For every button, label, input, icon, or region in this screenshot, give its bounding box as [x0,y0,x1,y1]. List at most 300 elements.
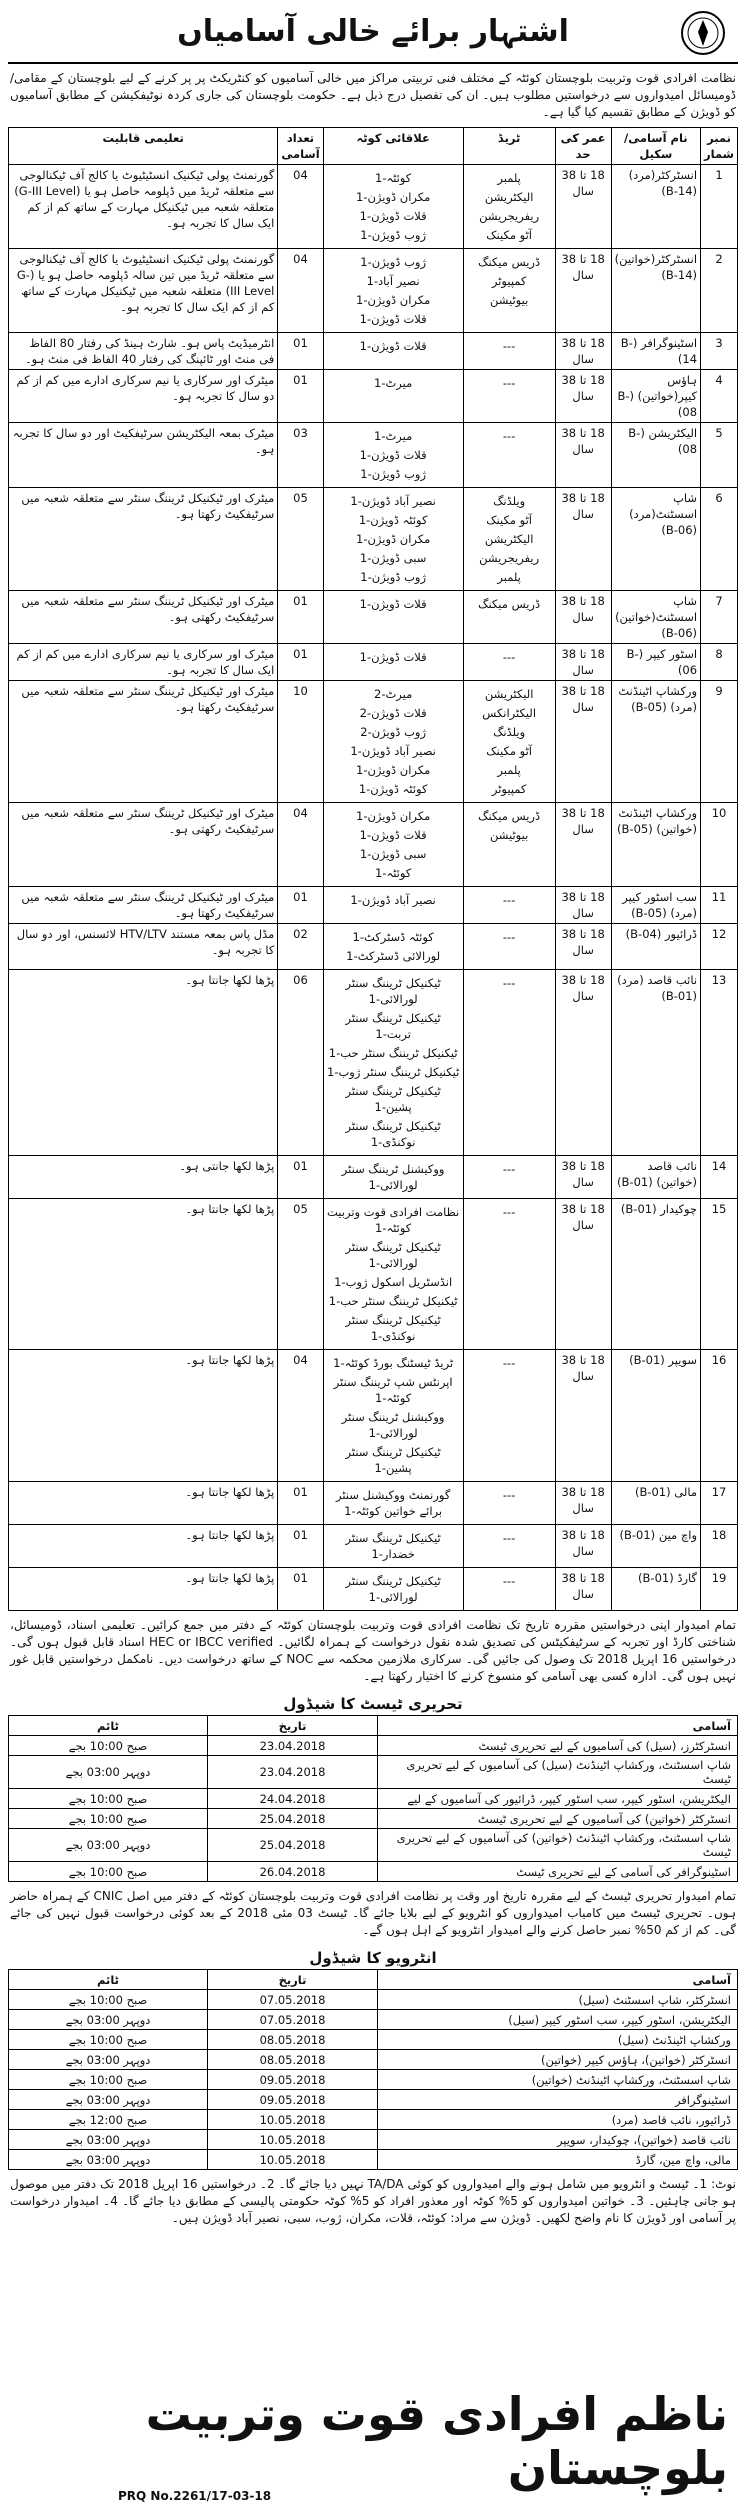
row-no: 16 [701,1350,738,1482]
trade-item: --- [502,376,516,390]
row-count: 04 [278,165,323,249]
schedule-time: دوپہر 03:00 بجے [9,2010,208,2030]
trade-item: ڈریس میکنگ [478,255,541,269]
row-count: 01 [278,1482,323,1525]
schedule-post: انسٹرکٹر (خواتین)، ہاؤس کیپر (خواتین) [378,2050,738,2070]
trade-item: ڈریس میکنگ [478,809,541,823]
trade-item: بیوٹیشن [489,293,529,307]
written_test-row [9,1809,738,1829]
row-post: انسٹرکٹر(مرد) (B-14) [611,165,700,249]
row-trade [463,887,555,924]
row-no: 10 [701,803,738,887]
interview-header-post: آسامی [378,1970,738,1990]
schedule-date: 10.05.2018 [208,2110,378,2130]
interview-row [9,2130,738,2150]
schedule-post: شاپ اسسٹنٹ، ورکشاپ اٹینڈنٹ (سیل) کی آسامیوں کے لیے تحریری ٹیسٹ [378,1756,738,1789]
row-age: 18 تا 38 سال [555,924,611,970]
table-row [9,681,738,803]
trade-item: --- [502,1205,516,1219]
district-item: قلات ڈویژن-1 [359,650,427,664]
district-item: ٹیکنیکل ٹریننگ سنٹر خضدار-1 [345,1531,441,1561]
schedule-post: انسٹرکٹرز، (سیل) کی آسامیوں کے لیے تحریری ٹیسٹ [378,1736,738,1756]
row-count: 04 [278,249,323,333]
district-item: نصیر آباد-1 [366,274,420,288]
interview-header-time: ٹائم [9,1970,208,1990]
row-count: 02 [278,924,323,970]
district-item: قلات ڈویژن-1 [359,828,427,842]
row-count: 01 [278,887,323,924]
schedule-post: شاپ اسسٹنٹ، ورکشاپ اٹینڈنٹ (خواتین) [378,2070,738,2090]
table-row [9,1350,738,1482]
schedule-time: دوپہر 03:00 بجے [9,2090,208,2110]
district-item: نصیر آباد ڈویژن-1 [350,893,436,907]
schedule-post: انسٹرکٹر (خواتین) کی آسامیوں کے لیے تحریری ٹیسٹ [378,1809,738,1829]
table-row [9,644,738,681]
district-item: مکران ڈویژن-1 [355,809,431,823]
row-qualification: انٹرمیڈیٹ پاس ہو۔ شارٹ ہینڈ کی رفتار 80 الفاظ فی منٹ اور ٹائپنگ کی رفتار 40 الفاظ فی منٹ ہو۔ [9,333,278,370]
row-no: 6 [701,488,738,591]
table-row [9,1525,738,1568]
district-item: ٹیکنیکل ٹریننگ سنٹر لورالائی-1 [345,1240,441,1270]
row-no: 2 [701,249,738,333]
row-qualification: پڑھا لکھا جانتا ہو۔ [9,1525,278,1568]
district-item: ژوب ڈویژن-1 [360,255,426,269]
district-item: قلات ڈویژن-1 [359,339,427,353]
row-qualification: میٹرک اور سرکاری یا نیم سرکاری ادارے میں کم از کم ایک سال کا تجربہ ہو۔ [9,644,278,681]
row-trade [463,803,555,887]
row-count: 03 [278,423,323,488]
interview-row [9,2050,738,2070]
vacancy-table-body [9,165,738,1611]
row-age: 18 تا 38 سال [555,1525,611,1568]
row-qualification: پڑھا لکھا جانتی ہو۔ [9,1156,278,1199]
row-no: 14 [701,1156,738,1199]
row-qualification: گورنمنٹ پولی ٹیکنیک انسٹیٹیوٹ یا کالج آف ٹیکنالوجی سے متعلقہ ٹریڈ میں ڈپلومہ حاصل ہو یا (G-III Level) متعلقہ شعبہ میں ٹیکنیکل مہارت کے ساتھ کم از کم ایک سال کا تجربہ ہو۔ [9,165,278,249]
district-item: میرٹ-2 [374,687,413,701]
interview-row [9,2070,738,2090]
schedule-date: 26.04.2018 [208,1862,378,1882]
trade-item: ریفریجریشن [479,209,540,223]
row-count: 06 [278,970,323,1156]
schedule-date: 10.05.2018 [208,2150,378,2170]
row-district [323,423,463,488]
district-item: ٹیکنیکل ٹریننگ سنٹر نوکنڈی-1 [345,1313,441,1343]
district-item: کوئٹہ-1 [374,866,412,880]
table-row [9,1482,738,1525]
row-trade [463,1525,555,1568]
written_test-row [9,1789,738,1809]
district-item: سبی ڈویژن-1 [359,551,427,565]
district-item: انڈسٹریل اسکول ژوب-1 [334,1275,453,1289]
trade-item: الیکٹریشن [484,687,534,701]
header [8,6,738,64]
schedule-time: صبح 12:00 بجے [9,2110,208,2130]
header-post: نام آسامی/سکیل [611,128,700,165]
row-post: اسٹینوگرافر (B-14) [611,333,700,370]
schedule-date: 23.04.2018 [208,1736,378,1756]
header-age: عمر کی حد [555,128,611,165]
row-no: 12 [701,924,738,970]
schedule-date: 07.05.2018 [208,1990,378,2010]
schedule-time: صبح 10:00 بجے [9,1789,208,1809]
row-district [323,924,463,970]
row-district [323,970,463,1156]
row-qualification: مڈل پاس بمعہ مستند HTV/LTV لائسنس، اور دو سال کا تجربہ ہو۔ [9,924,278,970]
schedule-date: 25.04.2018 [208,1809,378,1829]
row-no: 4 [701,370,738,423]
interview-title: انٹرویو کا شیڈول [309,1949,437,1967]
row-qualification: میٹرک اور سرکاری یا نیم سرکاری ادارے میں کم از کم دو سال کا تجربہ ہو۔ [9,370,278,423]
trade-item: آٹو مکینک [486,228,533,242]
trade-item: --- [502,1488,516,1502]
row-post: شاپ اسسٹنٹ(خواتین) (B-06) [611,591,700,644]
row-qualification: میٹرک اور ٹیکنیکل ٹریننگ سنٹر سے متعلقہ شعبہ میں سرٹیفکیٹ رکھتا ہو۔ [9,681,278,803]
district-item: قلات ڈویژن-1 [359,312,427,326]
trade-item: ریفریجریشن [479,551,540,565]
row-trade [463,1568,555,1611]
trade-item: --- [502,650,516,664]
row-district [323,333,463,370]
row-post: واچ مین (B-01) [611,1525,700,1568]
row-district [323,1525,463,1568]
row-age: 18 تا 38 سال [555,1350,611,1482]
schedule-post: نائب قاصد (خواتین)، چوکیدار، سویپر [378,2130,738,2150]
row-qualification: پڑھا لکھا جانتا ہو۔ [9,1482,278,1525]
trade-item: --- [502,1162,516,1176]
schedule-date: 07.05.2018 [208,2010,378,2030]
district-item: لورالائی ڈسٹرکٹ-1 [346,949,441,963]
district-item: ژوب ڈویژن-2 [360,725,426,739]
trade-item: کمپیوٹر [491,274,527,288]
header-district: علاقائی کوٹہ [323,128,463,165]
district-item: ژوب ڈویژن-1 [360,570,426,584]
district-item: ژوب ڈویژن-1 [360,467,426,481]
row-no: 15 [701,1199,738,1350]
row-age: 18 تا 38 سال [555,887,611,924]
district-item: کوئٹہ-1 [374,171,412,185]
district-item: ٹیکنیکل ٹریننگ سنٹر حب-1 [328,1294,458,1308]
written_test-row [9,1756,738,1789]
trade-item: کمپیوٹر [491,782,527,796]
row-count: 01 [278,644,323,681]
district-item: سبی ڈویژن-1 [359,847,427,861]
written-test-title: تحریری ٹیسٹ کا شیڈول [283,1695,463,1713]
row-district [323,644,463,681]
row-age: 18 تا 38 سال [555,370,611,423]
row-district [323,370,463,423]
district-item: ٹیکنیکل ٹریننگ سنٹر پشین-1 [345,1084,441,1114]
district-item: میرٹ-1 [374,429,413,443]
row-age: 18 تا 38 سال [555,1568,611,1611]
row-age: 18 تا 38 سال [555,333,611,370]
row-trade [463,1350,555,1482]
schedule-post: انسٹرکٹر، شاپ اسسٹنٹ (سیل) [378,1990,738,2010]
header-trade: ٹریڈ [463,128,555,165]
trade-item: --- [502,339,516,353]
row-trade [463,591,555,644]
trade-item: ڈریس میکنگ [478,597,541,611]
schedule-time: دوپہر 03:00 بجے [9,2150,208,2170]
row-district [323,165,463,249]
row-age: 18 تا 38 سال [555,1156,611,1199]
row-qualification: میٹرک اور ٹیکنیکل ٹریننگ سنٹر سے متعلقہ شعبہ میں سرٹیفکیٹ رکھتا ہو۔ [9,887,278,924]
row-trade [463,165,555,249]
district-item: ٹیکنیکل ٹریننگ سنٹر ژوب-1 [326,1065,460,1079]
row-trade [463,488,555,591]
interview-table [8,1969,738,2170]
district-item: کوئٹہ ڈویژن-1 [358,782,428,796]
district-item: نظامت افرادی قوت وتربیت کوئٹہ-1 [327,1205,460,1235]
row-qualification: میٹرک اور ٹیکنیکل ٹریننگ سنٹر سے متعلقہ شعبہ میں سرٹیفکیٹ رکھتی ہو۔ [9,591,278,644]
intro-paragraph: نظامت افرادی قوت وتربیت بلوچستان کوئٹہ کے مختلف فنی تربیتی مراکز میں خالی آسامیوں کو کنٹریکٹ پر پر کرنے کے لیے بلوچستان کے مقامی/ڈومیسائل امیدواروں سے درخواستیں مطلوب ہیں۔ ان کی تفصیل درج ذیل ہے۔ حکومت بلوچستان کی جاری کردہ نوٹیفکیشن کے مطابق آسامیوں کو ڈویژن کے مطابق تقسیم کیا گیا ہے۔ [10,71,736,119]
written_test-row [9,1736,738,1756]
row-no: 13 [701,970,738,1156]
table-row [9,970,738,1156]
table-row [9,423,738,488]
row-age: 18 تا 38 سال [555,644,611,681]
page-title: اشتہار برائے خالی آسامیاں [177,14,569,49]
table-row [9,924,738,970]
table-row [9,370,738,423]
row-age: 18 تا 38 سال [555,165,611,249]
row-trade [463,333,555,370]
bottom-note-paragraph: نوٹ: 1۔ ٹیسٹ و انٹرویو میں شامل ہونے والے امیدواروں کو کوئی TA/DA نہیں دیا جائے گا۔ 2۔ درخواستیں 16 اپریل 2018 تک دفتر میں موصول ہو جانی چاہئیں۔ 3۔ خواتین امیدواروں کو 5% کوٹہ اور معذور افراد کو 5% کوٹہ حکومتی پالیسی کے مطابق دیا جائے گا۔ 4۔ امیدوار درخواست پر آسامی اور ڈویژن کا نام واضح لکھیں۔ ڈویژن سے مراد: کوئٹہ، قلات، مکران، ژوب، سبی، نصیر آباد ڈویژن ہیں۔ [10,2177,737,2225]
row-count: 01 [278,1156,323,1199]
trade-item: الیکٹریشن [484,190,534,204]
row-no: 9 [701,681,738,803]
schedule-post: الیکٹریشن، اسٹور کیپر، سب اسٹور کیپر (سیل) [378,2010,738,2030]
row-age: 18 تا 38 سال [555,681,611,803]
row-district [323,1156,463,1199]
schedule-date: 25.04.2018 [208,1829,378,1862]
schedule-post: الیکٹریشن، اسٹور کیپر، سب اسٹور کیپر، ڈرائیور کی آسامیوں کے لیے [378,1789,738,1809]
row-count: 04 [278,1350,323,1482]
footer [8,2387,738,2507]
row-trade [463,1156,555,1199]
row-age: 18 تا 38 سال [555,970,611,1156]
written-test-body [9,1736,738,1882]
row-count: 05 [278,1199,323,1350]
row-qualification: میٹرک اور ٹیکنیکل ٹریننگ سنٹر سے متعلقہ شعبہ میں سرٹیفکیٹ رکھتی ہو۔ [9,803,278,887]
district-item: نصیر آباد ڈویژن-1 [350,494,436,508]
trade-item: الیکٹرانکس [482,706,537,720]
row-district [323,488,463,591]
row-post: الیکٹریشن (B-08) [611,423,700,488]
schedule-post: ورکشاپ اٹینڈنٹ (سیل) [378,2030,738,2050]
row-post: شاپ اسسٹنٹ(مرد) (B-06) [611,488,700,591]
row-no: 18 [701,1525,738,1568]
schedule-date: 09.05.2018 [208,2090,378,2110]
director-signature: ناظم افرادی قوت وتربیت بلوچستان [145,2387,728,2495]
district-item: ٹیکنیکل ٹریننگ سنٹر نوکنڈی-1 [345,1119,441,1149]
row-qualification: پڑھا لکھا جانتا ہو۔ [9,1350,278,1482]
table-row [9,591,738,644]
district-item: مکران ڈویژن-1 [355,763,431,777]
written_test-row [9,1829,738,1862]
schedule-date: 08.05.2018 [208,2050,378,2070]
row-count: 01 [278,1568,323,1611]
district-item: مکران ڈویژن-1 [355,532,431,546]
written-test-header-row [9,1716,738,1736]
row-post: نائب قاصد (مرد) (B-01) [611,970,700,1156]
trade-item: --- [502,1574,516,1588]
row-no: 8 [701,644,738,681]
trade-item: --- [502,429,516,443]
trade-item: --- [502,1531,516,1545]
district-item: مکران ڈویژن-1 [355,293,431,307]
table-row [9,1199,738,1350]
row-no: 11 [701,887,738,924]
district-item: قلات ڈویژن-1 [359,448,427,462]
trade-item: --- [502,1356,516,1370]
district-item: ٹیکنیکل ٹریننگ سنٹر حب-1 [328,1046,458,1060]
district-item: کوئٹہ ڈسٹرکٹ-1 [352,930,434,944]
district-item: ووکیشنل ٹریننگ سنٹر لورالائی-1 [341,1410,445,1440]
row-district [323,249,463,333]
row-count: 05 [278,488,323,591]
district-item: ٹریڈ ٹیسٹنگ بورڈ کوئٹہ-1 [333,1356,454,1370]
row-trade [463,249,555,333]
test-note-paragraph: تمام امیدوار تحریری ٹیسٹ کے لیے مقررہ تاریخ اور وقت پر نظامت افرادی قوت وتربیت بلوچستان کوئٹہ کے دفتر میں اصل CNIC کے ہمراہ حاضر ہوں۔ تحریری ٹیسٹ میں کامیاب امیدواروں کو انٹرویو کے لیے بلایا جائے گا۔ ٹیسٹ 03 مئی 2018 کے بعد کوئی درخواست قبول نہیں کی جائے گی۔ کم از کم 50% نمبر حاصل کرنے والے امیدوار انٹرویو کے اہل ہوں گے۔ [10,1889,736,1937]
row-post: ورکشاپ اٹینڈنٹ (خواتین) (B-05) [611,803,700,887]
row-qualification: پڑھا لکھا جانتا ہو۔ [9,1199,278,1350]
row-age: 18 تا 38 سال [555,488,611,591]
row-age: 18 تا 38 سال [555,423,611,488]
row-post: سب اسٹور کیپر (مرد) (B-05) [611,887,700,924]
table-row [9,333,738,370]
table-row [9,488,738,591]
row-trade [463,644,555,681]
trade-item: ویلڈنگ [493,494,526,508]
interview-header-date: تاریخ [208,1970,378,1990]
vacancy-table [8,127,738,1611]
table-row [9,249,738,333]
row-count: 04 [278,803,323,887]
trade-item: آٹو مکینک [486,513,533,527]
row-district [323,887,463,924]
row-trade [463,1482,555,1525]
schedule-date: 23.04.2018 [208,1756,378,1789]
trade-item: پلمبر [497,763,521,777]
written-header-time: ٹائم [9,1716,208,1736]
row-post: ورکشاپ اٹینڈنٹ (مرد) (B-05) [611,681,700,803]
district-item: ٹیکنیکل ٹریننگ سنٹر لورالائی-1 [345,1574,441,1604]
row-qualification: پڑھا لکھا جانتا ہو۔ [9,1568,278,1611]
header-no: نمبر شمار [701,128,738,165]
row-district [323,803,463,887]
row-district [323,1350,463,1482]
district-item: میرٹ-1 [374,376,413,390]
row-no: 1 [701,165,738,249]
schedule-post: ڈرائیور، نائب قاصد (مرد) [378,2110,738,2130]
trade-item: --- [502,930,516,944]
row-post: سویپر (B-01) [611,1350,700,1482]
district-item: اپرنٹس شپ ٹریننگ سنٹر کوئٹہ-1 [333,1375,453,1405]
written-test-table [8,1715,738,1882]
row-age: 18 تا 38 سال [555,1199,611,1350]
schedule-time: صبح 10:00 بجے [9,1862,208,1882]
schedule-date: 10.05.2018 [208,2130,378,2150]
header-count: تعداد آسامی [278,128,323,165]
schedule-time: دوپہر 03:00 بجے [9,2050,208,2070]
row-qualification: گورنمنٹ پولی ٹیکنیک انسٹیٹیوٹ یا کالج آف ٹیکنالوجی سے متعلقہ ٹریڈ میں تین سالہ ڈپلومہ حاصل ہو یا (G-III Level) متعلقہ شعبہ میں ٹیکنیکل مہارت کے ساتھ کم از کم ایک سال کا تجربہ ہو۔ [9,249,278,333]
table-row [9,165,738,249]
row-trade [463,423,555,488]
interview-row [9,1990,738,2010]
row-count: 10 [278,681,323,803]
table-header-row [9,128,738,165]
schedule-post: مالی، واچ مین، گارڈ [378,2150,738,2170]
row-count: 01 [278,591,323,644]
row-trade [463,1199,555,1350]
row-post: انسٹرکٹر(خواتین) (B-14) [611,249,700,333]
schedule-post: اسٹینوگرافر [378,2090,738,2110]
row-post: گارڈ (B-01) [611,1568,700,1611]
trade-item: --- [502,976,516,990]
row-age: 18 تا 38 سال [555,249,611,333]
schedule-time: دوپہر 03:00 بجے [9,1829,208,1862]
trade-item: پلمبر [497,171,521,185]
district-item: قلات ڈویژن-1 [359,597,427,611]
row-count: 01 [278,1525,323,1568]
district-item: نصیر آباد ڈویژن-1 [350,744,436,758]
schedule-post: اسٹینوگرافر کی آسامی کے لیے تحریری ٹیسٹ [378,1862,738,1882]
row-trade [463,970,555,1156]
written_test-row [9,1862,738,1882]
row-no: 17 [701,1482,738,1525]
row-post: چوکیدار (B-01) [611,1199,700,1350]
district-item: ژوب ڈویژن-1 [360,228,426,242]
district-item: ووکیشنل ٹریننگ سنٹر لورالائی-1 [341,1162,445,1192]
interview-body [9,1990,738,2170]
schedule-date: 08.05.2018 [208,2030,378,2050]
row-district [323,681,463,803]
interview-row [9,2010,738,2030]
interview-row [9,2110,738,2130]
schedule-date: 24.04.2018 [208,1789,378,1809]
schedule-time: صبح 10:00 بجے [9,2070,208,2090]
row-post: اسٹور کیپر (B-06) [611,644,700,681]
schedule-time: صبح 10:00 بجے [9,1990,208,2010]
row-qualification: پڑھا لکھا جانتا ہو۔ [9,970,278,1156]
interview-row [9,2030,738,2050]
table-row [9,803,738,887]
trade-item: آٹو مکینک [486,744,533,758]
schedule-post: شاپ اسسٹنٹ، ورکشاپ اٹینڈنٹ (خواتین) کی آسامیوں کے لیے تحریری ٹیسٹ [378,1829,738,1862]
interview-row [9,2090,738,2110]
row-no: 7 [701,591,738,644]
row-district [323,1568,463,1611]
row-qualification: میٹرک اور ٹیکنیکل ٹریننگ سنٹر سے متعلقہ شعبہ میں سرٹیفکیٹ رکھتا ہو۔ [9,488,278,591]
interview-header-row [9,1970,738,1990]
schedule-time: دوپہر 03:00 بجے [9,2130,208,2150]
prq-number: PRQ No.2261/17-03-18 [118,2489,272,2503]
trade-item: ویلڈنگ [493,725,526,739]
schedule-time: صبح 10:00 بجے [9,2030,208,2050]
schedule-time: دوپہر 03:00 بجے [9,1756,208,1789]
row-post: ہاؤس کیپر(خواتین) (B-08) [611,370,700,423]
schedule-time: صبح 10:00 بجے [9,1809,208,1829]
row-age: 18 تا 38 سال [555,803,611,887]
trade-item: الیکٹریشن [484,532,534,546]
district-item: گورنمنٹ ووکیشنل سنٹر برائے خواتین کوئٹہ-1 [335,1488,451,1518]
row-qualification: میٹرک بمعہ الیکٹریشن سرٹیفکیٹ اور دو سال کا تجربہ ہو۔ [9,423,278,488]
row-no: 5 [701,423,738,488]
trade-item: پلمبر [497,570,521,584]
written-header-post: آسامی [378,1716,738,1736]
row-post: نائب قاصد (خواتین) (B-01) [611,1156,700,1199]
row-district [323,591,463,644]
